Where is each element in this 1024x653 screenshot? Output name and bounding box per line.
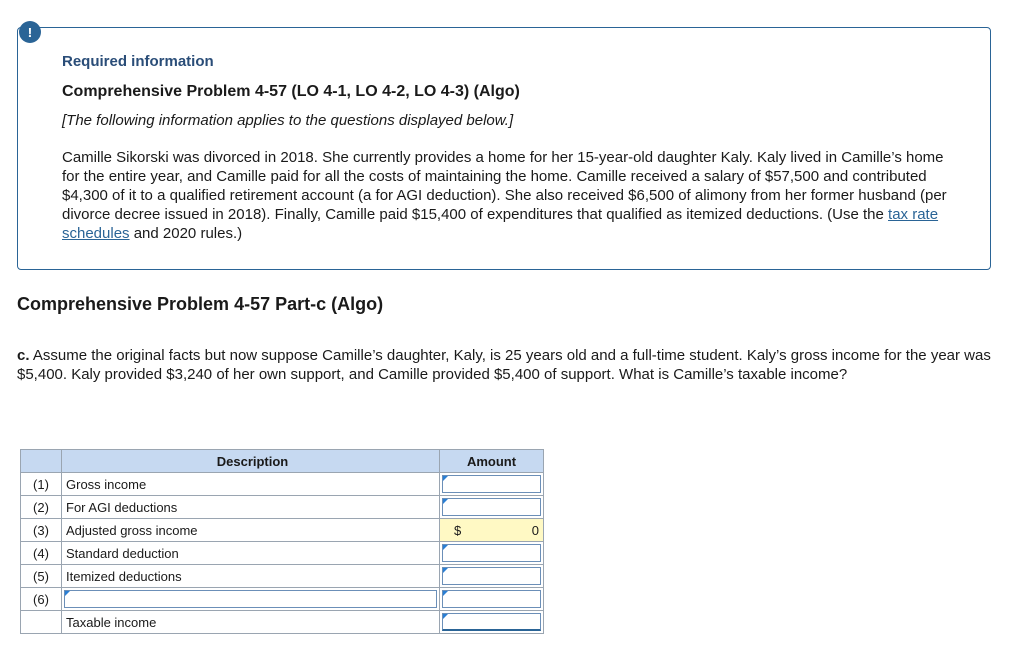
scenario-tail: and 2020 rules.) (129, 225, 243, 242)
amount-cell (440, 496, 544, 519)
table-header-row (21, 450, 544, 473)
row-6-description-input[interactable] (64, 590, 437, 608)
row-description: Gross income (62, 473, 440, 496)
row-number: (6) (21, 588, 62, 611)
table-row (21, 496, 544, 519)
gross-income-input[interactable] (442, 475, 541, 493)
header-description: Description (62, 450, 440, 473)
row-number: (1) (21, 473, 62, 496)
for-agi-deductions-input[interactable] (442, 498, 541, 516)
row-number: (5) (21, 565, 62, 588)
currency-symbol: $ (454, 523, 462, 538)
question-body: Assume the original facts but now suppose Camille’s daughter, Kaly, is 25 years old and a full-time student. Kaly’s gross income for the year was $5,400. Kaly provided $3,240 of her own support, and Camille provided $5,400 of support. What is Camille’s taxable income? (17, 347, 991, 383)
problem-title: Comprehensive Problem 4-57 (LO 4-1, LO 4-2, LO 4-3) (Algo) (62, 83, 520, 100)
table-row (21, 473, 544, 496)
required-info-label: Required information (62, 53, 214, 70)
amount-cell (440, 473, 544, 496)
alert-icon: ! (19, 21, 41, 43)
scenario-paragraph (62, 148, 952, 243)
question-text (17, 346, 992, 384)
table-row (21, 519, 544, 542)
amount-cell (440, 588, 544, 611)
table-row (21, 542, 544, 565)
amount-cell (440, 542, 544, 565)
table-row (21, 588, 544, 611)
header-amount: Amount (440, 450, 544, 473)
row-number: (3) (21, 519, 62, 542)
table-row (21, 611, 544, 634)
row-description (62, 588, 440, 611)
table-row (21, 565, 544, 588)
row-number (21, 611, 62, 634)
row-description: For AGI deductions (62, 496, 440, 519)
row-description: Standard deduction (62, 542, 440, 565)
row-description: Taxable income (62, 611, 440, 634)
agi-value: 0 (531, 523, 539, 538)
header-num (21, 450, 62, 473)
itemized-deductions-input[interactable] (442, 567, 541, 585)
row-6-amount-input[interactable] (442, 590, 541, 608)
required-information-box (17, 27, 991, 270)
row-number: (2) (21, 496, 62, 519)
info-note: [The following information applies to the questions displayed below.] (62, 112, 514, 129)
standard-deduction-input[interactable] (442, 544, 541, 562)
taxable-income-table (20, 449, 544, 634)
amount-cell (440, 611, 544, 634)
row-description: Itemized deductions (62, 565, 440, 588)
row-description: Adjusted gross income (62, 519, 440, 542)
tax-rate-schedules-link[interactable]: tax rate schedules (62, 206, 939, 242)
question-label: c. (17, 347, 30, 364)
amount-cell (440, 565, 544, 588)
row-number: (4) (21, 542, 62, 565)
agi-amount-cell (440, 519, 544, 542)
scenario-text: Camille Sikorski was divorced in 2018. She currently provides a home for her 15-year-old daughter Kaly. Kaly lived in Camille’s home for the entire year, and Camille paid for all the costs of maintaining the home. Camille received a salary of $57,500 and contributed $4,300 of it to a qualified retirement account (a for AGI deduction). She also received $6,500 of alimony from her former husband (per divorce decree issued in 2018). Finally, Camille paid $15,400 of expenditures that qualified as itemized deductions. (Use the (62, 149, 947, 223)
part-title: Comprehensive Problem 4-57 Part-c (Algo) (17, 294, 384, 314)
taxable-income-input[interactable] (442, 613, 541, 631)
